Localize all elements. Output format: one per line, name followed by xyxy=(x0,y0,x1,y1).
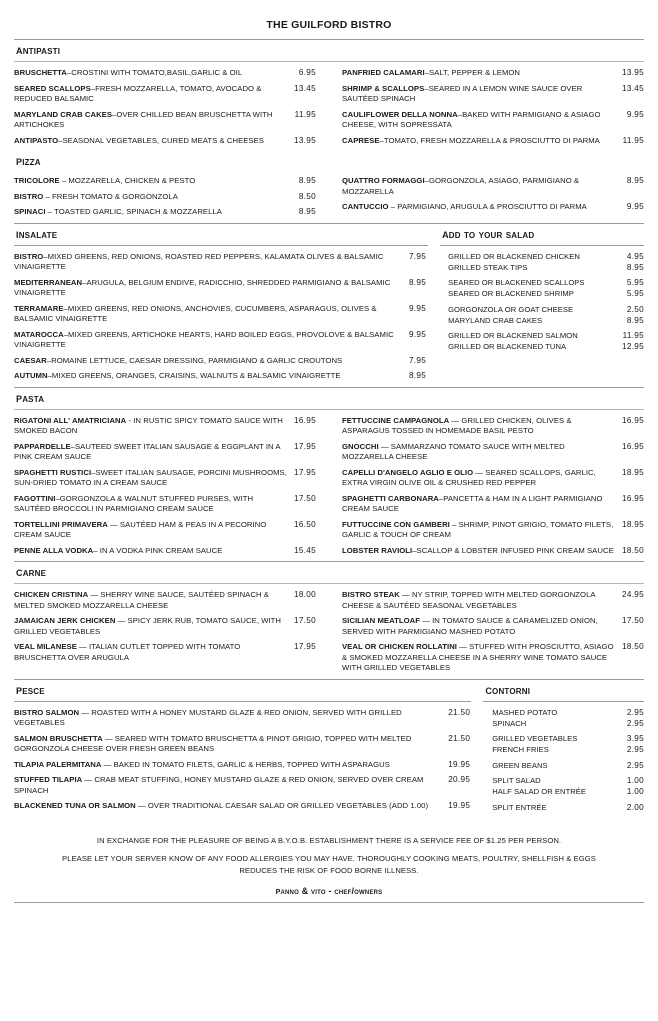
menu-item-name: STUFFED TILAPIA xyxy=(14,775,83,784)
menu-item-price: 9.95 xyxy=(626,202,644,211)
menu-item-detail: –SAUTEED SWEET ITALIAN SAUSAGE & EGGPLANT IN A PINK CREAM SAUCE xyxy=(14,441,281,461)
menu-item-description xyxy=(14,304,409,325)
menu-item-name: CANTUCCIO xyxy=(342,202,389,211)
addon-item-name: MARYLAND CRAB CAKES xyxy=(448,315,543,325)
menu-item-price: 8.95 xyxy=(408,277,427,287)
menu-item xyxy=(14,494,316,515)
addon-item-name: GRILLED OR BLACKENED SALMON xyxy=(448,331,578,340)
menu-item-name: PAPPARDELLE xyxy=(14,441,71,451)
menu-item-price: 16.95 xyxy=(622,493,644,503)
menu-item-price: 13.95 xyxy=(294,135,316,145)
menu-item-description xyxy=(14,136,294,147)
addon-item-price: 2.95 xyxy=(626,760,644,770)
menu-item-detail: — SHERRY WINE SAUCE, SAUTÉED SPINACH & MELTED SMOKED MOZZARELLA CHEESE xyxy=(14,590,269,610)
addon-item-price: 2.00 xyxy=(626,802,644,812)
menu-item-name: BISTRO xyxy=(14,251,44,261)
menu-item-name: MATAROCCA xyxy=(14,329,64,339)
addon-item-name: GREEN BEANS xyxy=(492,760,548,770)
addon-item-price: 1.00 xyxy=(626,787,644,796)
menu-item-detail: –SEASONAL VEGETABLES, CURED MEATS & CHEESES xyxy=(58,135,264,145)
menu-item-detail: — STUFFED WITH PROSCIUTTO, ASIAGO & SMOKED MOZZARELLA CHEESE IN A SHERRY WINE TOMATO SAUCE WITH GRILLED VEGETABLES xyxy=(342,642,614,672)
addon-item-price: 2.95 xyxy=(626,707,644,717)
section-pesce xyxy=(14,708,644,817)
menu-item-name: BLACKENED TUNA OR SALMON xyxy=(14,801,136,810)
addon-item-name: SPINACH xyxy=(492,718,527,728)
addon-item-price: 2.95 xyxy=(626,745,644,754)
addon-item-price: 12.95 xyxy=(621,342,644,351)
menu-item-price: 8.95 xyxy=(408,371,427,380)
menu-item-name: VEAL MILANESE xyxy=(14,642,77,651)
menu-item-price: 16.50 xyxy=(294,519,316,529)
addon-item-price: 5.95 xyxy=(626,289,644,298)
addon-item-price: 3.95 xyxy=(626,734,644,743)
menu-item-detail: — SEARED WITH TOMATO BRUSCHETTA & PINOT GRIGIO, TOPPED WITH MELTED GORGONZOLA CHEESE OVER FRESH GREEN BEANS xyxy=(14,733,412,753)
menu-item xyxy=(342,468,644,489)
menu-item xyxy=(342,494,644,515)
insalate-headers xyxy=(14,224,644,245)
menu-item-price: 18.95 xyxy=(622,467,644,477)
menu-item-name: CAPELLI D'ANGELO AGLIO E OLIO xyxy=(342,467,474,477)
menu-item-description xyxy=(342,616,622,637)
addon-item xyxy=(492,745,644,756)
menu-item-detail: — ROASTED WITH A HONEY MUSTARD GLAZE & RED ONION, SERVED WITH GRILLED VEGETABLES xyxy=(14,707,402,727)
menu-item xyxy=(14,84,316,105)
menu-item-description xyxy=(14,616,294,637)
menu-item-name: CAPRESE xyxy=(342,135,380,145)
menu-item-description xyxy=(14,775,448,796)
addon-item xyxy=(448,289,644,300)
menu-item-price: 8.50 xyxy=(298,191,316,201)
menu-item xyxy=(14,616,316,637)
menu-item-name: BISTRO SALMON xyxy=(14,707,80,717)
menu-item-detail: –OVER CHILLED BEAN BRUSCHETTA WITH ARTICHOKES xyxy=(14,109,273,129)
menu-item-detail: –GORGONZOLA, ASIAGO, PARMIGIANO & MOZZARELLA xyxy=(342,176,580,196)
menu-item-detail: –TOMATO, FRESH MOZZARELLA & PROSCIUTTO DI PARMA xyxy=(379,135,600,145)
menu-item-price: 16.95 xyxy=(294,415,316,425)
menu-item xyxy=(14,416,316,437)
section-header-pasta: pasta xyxy=(16,389,45,405)
menu-item xyxy=(342,202,644,213)
menu-item-description xyxy=(14,192,299,203)
menu-item-detail: –CROSTINI WITH TOMATO,BASIL,GARLIC & OIL xyxy=(66,68,243,77)
menu-item-name: SALMON BRUSCHETTA xyxy=(14,733,103,743)
menu-item-name: TRICOLORE xyxy=(14,176,60,185)
menu-item-detail: — SAUTÉED HAM & PEAS IN A PECORINO CREAM SAUCE xyxy=(14,519,267,539)
section-header-pesce: pesce xyxy=(16,681,45,697)
menu-item xyxy=(14,68,316,79)
menu-item-detail: — SAMMARZANO TOMATO SAUCE WITH MELTED MOZZARELLA CHEESE xyxy=(342,441,565,461)
addon-item xyxy=(448,263,644,274)
pesce-headers xyxy=(14,680,644,701)
menu-item-detail: –SCALLOP & LOBSTER INFUSED PINK CREAM SAUCE xyxy=(412,545,614,555)
menu-item-description xyxy=(14,356,409,367)
menu-item-detail: — CRAB MEAT STUFFING, HONEY MUSTARD GLAZE & RED ONION, SERVED OVER CREAM SPINACH xyxy=(14,775,424,795)
menu-item xyxy=(14,207,316,218)
menu-item-detail: — SEARED SCALLOPS, GARLIC, EXTRA VIRGIN OLIVE OIL & CRUSHED RED PEPPER xyxy=(342,467,596,487)
menu-item-description xyxy=(14,801,448,812)
addon-item-price: 8.95 xyxy=(626,315,644,325)
menu-item-price: 9.95 xyxy=(408,329,427,339)
menu-item xyxy=(342,416,644,437)
footer-allergy-note-line1: PLEASE LET YOUR SERVER KNOW OF ANY FOOD ALLERGIES YOU MAY HAVE. THOROUGHLY COOKING MEATS, POULTRY, SHELLFISH & EGGS xyxy=(62,853,596,863)
menu-item-description xyxy=(14,207,299,218)
menu-item xyxy=(14,110,316,131)
addon-item-name: FRENCH FRIES xyxy=(492,745,549,754)
menu-item-name: VEAL OR CHICKEN ROLLATINI xyxy=(342,642,457,651)
menu-item xyxy=(14,136,316,147)
section-pizza xyxy=(14,176,644,223)
menu-item xyxy=(14,304,426,325)
menu-item xyxy=(14,708,470,729)
addon-item-name: SEARED OR BLACKENED SHRIMP xyxy=(448,289,574,298)
section-pasta xyxy=(14,416,644,562)
menu-item xyxy=(14,356,426,367)
menu-item xyxy=(342,110,644,131)
menu-item-price: 17.50 xyxy=(294,616,316,625)
pizza-left-column xyxy=(14,176,329,223)
menu-item-name: MEDITERRANEAN xyxy=(14,277,83,287)
menu-item-name: PENNE ALLA VODKA xyxy=(14,545,94,555)
menu-item xyxy=(14,775,470,796)
menu-item-price: 9.95 xyxy=(626,109,644,119)
divider-bottom xyxy=(14,902,644,903)
menu-item-description xyxy=(14,734,448,755)
menu-item-detail: –SALT, PEPPER & LEMON xyxy=(424,68,521,77)
addon-item-name: HALF SALAD OR ENTRÉE xyxy=(492,787,587,796)
menu-item-description xyxy=(342,68,622,79)
menu-item-price: 18.95 xyxy=(622,519,644,529)
menu-item xyxy=(14,546,316,557)
menu-item xyxy=(14,760,470,771)
menu-item xyxy=(14,330,426,351)
menu-item xyxy=(342,68,644,79)
addon-item-price: 4.95 xyxy=(626,251,644,261)
addon-item xyxy=(448,305,644,316)
menu-item-name: SICILIAN MEATLOAF xyxy=(342,616,421,625)
section-header-carne: carne xyxy=(16,564,47,579)
menu-item-detail: –SEARED IN A LEMON WINE SAUCE OVER SAUTÉED SPINACH xyxy=(342,83,583,103)
addon-item-name: GRILLED VEGETABLES xyxy=(492,734,578,743)
salad-addons-column xyxy=(436,252,644,358)
menu-item-detail: – MOZZARELLA, CHICKEN & PESTO xyxy=(59,176,196,185)
menu-item-price: 17.95 xyxy=(294,441,316,451)
pesce-items-column xyxy=(14,708,480,817)
addon-item xyxy=(448,342,644,353)
menu-item-detail: – IN A VODKA PINK CREAM SAUCE xyxy=(93,545,223,555)
menu-item xyxy=(14,734,470,755)
menu-item-description xyxy=(14,84,294,105)
menu-item-name: SPAGHETTI RUSTICI xyxy=(14,467,92,477)
menu-item-detail: –MIXED GREENS, RED ONIONS, ANCHOVIES, CUCUMBERS, ASPARAGUS, OLIVES & BALSAMIC VINAIGRETTE xyxy=(14,303,377,323)
menu-item-name: LOBSTER RAVIOLI xyxy=(342,545,413,555)
menu-item xyxy=(14,801,470,812)
menu-item-name: BRUSCHETTA xyxy=(14,68,67,77)
menu-item xyxy=(14,590,316,611)
menu-item-name: SPINACI xyxy=(14,207,46,216)
menu-item-price: 13.45 xyxy=(294,83,316,93)
menu-item xyxy=(14,520,316,541)
pasta-right-column xyxy=(329,416,644,562)
chef-owners-signature: panno & vito - chef/owners xyxy=(275,884,383,897)
addon-item-name: SPLIT SALAD xyxy=(492,776,541,785)
menu-item-detail: –SWEET ITALIAN SAUSAGE, PORCINI MUSHROOMS, SUN-DRIED TOMATO IN A CREAM SAUCE xyxy=(14,467,287,487)
menu-item-description xyxy=(342,468,622,489)
menu-item-name: SEARED SCALLOPS xyxy=(14,83,91,93)
menu-item-price: 17.50 xyxy=(622,616,644,625)
menu-item-price: 17.50 xyxy=(294,493,316,503)
menu-item xyxy=(14,442,316,463)
menu-item-name: MARYLAND CRAB CAKES xyxy=(14,109,113,119)
menu-item xyxy=(14,278,426,299)
menu-item-detail: – TOASTED GARLIC, SPINACH & MOZZARELLA xyxy=(45,207,222,216)
menu-item-name: SHRIMP & SCALLOPS xyxy=(342,83,425,93)
menu-item-detail: - IN RUSTIC SPICY TOMATO SAUCE WITH SMOKED BACON xyxy=(14,415,283,435)
menu-item-description xyxy=(342,176,627,197)
menu-item-price: 13.45 xyxy=(622,83,644,93)
section-header-pizza: pizza xyxy=(16,153,41,168)
addon-item-price: 8.95 xyxy=(626,262,644,272)
menu-item-detail: — IN TOMATO SAUCE & CARAMELIZED ONION, SERVED WITH PARMIGIANO MASHED POTATO xyxy=(342,616,598,636)
addon-item-name: MASHED POTATO xyxy=(492,707,558,717)
section-header-antipasti: antipasti xyxy=(16,42,61,57)
menu-item-name: BISTRO STEAK xyxy=(342,590,400,599)
menu-item-name: JAMAICAN JERK CHICKEN xyxy=(14,616,116,625)
menu-item-name: CAULIFLOWER DELLA NONNA xyxy=(342,109,458,119)
menu-item-description xyxy=(14,252,409,273)
section-antipasti xyxy=(14,68,644,151)
menu-item-name: PANFRIED CALAMARI xyxy=(342,68,425,77)
menu-item-detail: — ITALIAN CUTLET TOPPED WITH TOMATO BRUSCHETTA OVER ARUGULA xyxy=(14,642,241,662)
footer-notes xyxy=(14,817,644,877)
menu-item-price: 17.95 xyxy=(294,642,316,651)
menu-item-description xyxy=(14,494,294,515)
menu-item-name: GNOCCHI xyxy=(342,441,379,451)
menu-item-description xyxy=(14,468,294,489)
addon-item xyxy=(492,734,644,745)
menu-item-detail: –MIXED GREENS, ARTICHOKE HEARTS, HARD BOILED EGGS, PROVOLOVE & BALSAMIC VINAIGRETTE xyxy=(14,329,394,349)
menu-item-detail: — NY STRIP, TOPPED WITH MELTED GORGONZOLA CHEESE & SAUTÉED SEASONAL VEGETABLES xyxy=(342,590,596,610)
menu-item-description xyxy=(14,590,294,611)
menu-item-detail: –ROMAINE LETTUCE, CAESAR DRESSING, PARMIGIANO & GARLIC CROUTONS xyxy=(46,355,343,365)
menu-item-name: RIGATONI ALL' AMATRICIANA xyxy=(14,415,127,425)
menu-item-description xyxy=(342,84,622,105)
menu-item xyxy=(342,136,644,147)
antipasti-left-column xyxy=(14,68,329,151)
menu-item-price: 11.95 xyxy=(622,135,644,145)
menu-item-detail: –MIXED GREENS, RED ONIONS, ROASTED RED PEPPERS, KALAMATA OLIVES & BALSAMIC VINAIGRETTE xyxy=(14,251,384,271)
menu-item-name: BISTRO xyxy=(14,191,44,201)
addon-item xyxy=(492,776,644,787)
menu-item-description xyxy=(342,136,623,147)
menu-item xyxy=(14,468,316,489)
menu-item-name: SPAGHETTI CARBONARA xyxy=(342,493,439,503)
section-header-insalate: insalate xyxy=(16,225,58,241)
menu-item-description xyxy=(14,110,295,131)
addon-item-price: 1.00 xyxy=(626,776,644,785)
insalate-items-column xyxy=(14,252,436,387)
menu-item-name: AUTUMN xyxy=(14,371,48,380)
menu-item-detail: – SHRIMP, PINOT GRIGIO, TOMATO FILETS, GARLIC & TOUCH OF CREAM xyxy=(342,519,614,539)
addon-item-price: 11.95 xyxy=(622,331,644,340)
section-header-contorni: contorni xyxy=(485,681,531,697)
menu-item-description xyxy=(14,278,409,299)
menu-item-description xyxy=(14,520,294,541)
menu-item xyxy=(342,520,644,541)
menu-item-name: FETTUCCINE CAMPAGNOLA xyxy=(342,415,450,425)
addon-item xyxy=(492,708,644,719)
pizza-right-column xyxy=(329,176,644,218)
menu-item-name: FUTTUCCINE CON GAMBERI xyxy=(342,519,450,529)
addon-item xyxy=(492,761,644,772)
menu-item-price: 11.95 xyxy=(294,109,316,119)
menu-item-description xyxy=(342,546,622,557)
menu-item xyxy=(342,84,644,105)
addon-item xyxy=(448,278,644,289)
menu-item xyxy=(342,176,644,197)
menu-item-description xyxy=(14,68,299,79)
menu-item-detail: — BAKED IN TOMATO FILETS, GARLIC & HERBS, TOPPED WITH ASPARAGUS xyxy=(101,759,390,769)
menu-item-description xyxy=(14,642,294,663)
menu-item xyxy=(14,642,316,663)
menu-item-detail: –GORGONZOLA & WALNUT STUFFED PURSES, WITH SAUTÉED BROCCOLI IN PARMIGIANO CREAM SAUCE xyxy=(14,493,254,513)
addon-item-name: SPLIT ENTRÉE xyxy=(492,802,547,812)
menu-item-description xyxy=(342,416,622,437)
footer-allergy-note-line2: REDUCES THE RISK OF FOOD BORNE ILLNESS. xyxy=(239,865,419,875)
menu-item-description xyxy=(14,546,294,557)
addon-item xyxy=(448,316,644,327)
menu-item-detail: –ARUGULA, BELGIUM ENDIVE, RADICCHIO, SHREDDED PARMIGIANO & BALSAMIC VINAIGRETTE xyxy=(14,277,391,297)
footer-byob-note: IN EXCHANGE FOR THE PLEASURE OF BEING A B.Y.O.B. ESTABLISHMENT THERE IS A SERVICE FEE OF $1.25 PER PERSON. xyxy=(96,835,562,845)
addon-item-price: 2.95 xyxy=(626,718,644,728)
menu-item-price: 6.95 xyxy=(298,68,316,77)
menu-item-name: CHICKEN CRISTINA xyxy=(14,590,89,599)
menu-item-description xyxy=(342,520,622,541)
page-title: THE GUILFORD BISTRO xyxy=(266,19,392,31)
menu-item-description xyxy=(342,202,627,213)
addon-item-name: SEARED OR BLACKENED SCALLOPS xyxy=(448,278,585,287)
menu-item-detail: –MIXED GREENS, ORANGES, CRAISINS, WALNUTS & BALSAMIC VINAIGRETTE xyxy=(47,371,341,380)
menu-item-detail: – FRESH TOMATO & GORGONZOLA xyxy=(43,191,178,201)
menu-item-description xyxy=(342,642,622,674)
section-header-add-to-salad: add to your salad xyxy=(442,225,535,241)
menu-item-price: 21.50 xyxy=(448,733,471,743)
menu-item xyxy=(342,590,644,611)
menu-item-description xyxy=(342,442,622,463)
menu-item-price: 18.50 xyxy=(622,642,644,651)
menu-item-name: TERRAMARE xyxy=(14,303,64,313)
divider-pesce-row xyxy=(14,701,644,702)
menu-item-name: TORTELLINI PRIMAVERA xyxy=(14,519,108,529)
menu-item-description xyxy=(14,416,294,437)
addon-item xyxy=(492,803,644,814)
menu-item-price: 20.95 xyxy=(448,775,471,784)
addon-item xyxy=(492,787,644,798)
menu-item-price: 9.95 xyxy=(408,303,427,313)
menu-item-name: TILAPIA PALERMITANA xyxy=(14,759,102,769)
menu-item-name: FAGOTTINI xyxy=(14,493,56,503)
menu-item-detail: — GRILLED CHICKEN, OLIVES & ASPARAGUS TOSSED IN HOMEMADE BASIL PESTO xyxy=(342,415,572,435)
addon-item-price: 2.50 xyxy=(626,304,644,314)
menu-item xyxy=(14,252,426,273)
menu-item-price: 16.95 xyxy=(622,441,644,451)
menu-item-detail: – PARMIGIANO, ARUGULA & PROSCIUTTO DI PARMA xyxy=(388,202,587,211)
menu-item-name: CAESAR xyxy=(14,355,47,365)
addon-item xyxy=(448,331,644,342)
menu-item-description xyxy=(342,590,622,611)
menu-item-price: 17.95 xyxy=(294,467,316,477)
menu-item-description xyxy=(14,371,409,382)
menu-item-name: QUATTRO FORMAGGI xyxy=(342,176,425,185)
menu-item-description xyxy=(342,494,622,515)
menu-item-price: 15.45 xyxy=(294,545,316,555)
menu-item-description xyxy=(14,442,294,463)
addon-item-price: 5.95 xyxy=(626,278,644,287)
menu-item-price: 24.95 xyxy=(622,590,644,599)
addon-item-name: GRILLED STEAK TIPS xyxy=(448,262,528,272)
menu-item xyxy=(342,442,644,463)
divider-insalate-row xyxy=(14,245,644,246)
menu-item-detail: — SPICY JERK RUB, TOMATO SAUCE, WITH GRILLED VEGETABLES xyxy=(14,616,282,636)
section-insalate xyxy=(14,252,644,387)
menu-item xyxy=(342,616,644,637)
menu-item-description xyxy=(14,760,448,771)
addon-item xyxy=(492,719,644,730)
menu-item-description xyxy=(14,708,448,729)
menu-item-price: 21.50 xyxy=(448,707,471,717)
contorni-column xyxy=(480,708,644,814)
menu-item-description xyxy=(14,176,299,187)
menu-item-price: 13.95 xyxy=(622,68,644,77)
menu-item-price: 8.95 xyxy=(298,176,316,185)
carne-left-column xyxy=(14,590,329,668)
menu-item-price: 18.50 xyxy=(622,545,644,555)
addon-item xyxy=(448,252,644,263)
antipasti-right-column xyxy=(329,68,644,151)
menu-item-detail: –BAKED WITH PARMIGIANO & ASIAGO CHEESE, WITH SOPRESSATA xyxy=(342,109,601,129)
menu-item-detail: –PANCETTA & HAM IN A LIGHT PARMIGIANO CREAM SAUCE xyxy=(342,493,603,513)
menu-item-price: 7.95 xyxy=(408,355,427,365)
menu-item-price: 8.95 xyxy=(626,176,644,185)
menu-item-price: 19.95 xyxy=(448,801,471,810)
menu-item xyxy=(14,192,316,203)
menu-item-detail: — OVER TRADITIONAL CAESAR SALAD OR GRILLED VEGETABLES (ADD 1.00) xyxy=(135,801,429,810)
menu-item-name: ANTIPASTO xyxy=(14,135,59,145)
menu-item-price: 7.95 xyxy=(408,251,427,261)
menu-item-description xyxy=(342,110,627,131)
menu-item-price: 16.95 xyxy=(622,415,644,425)
menu-item xyxy=(14,176,316,187)
carne-right-column xyxy=(329,590,644,679)
addon-item-name: GRILLED OR BLACKENED CHICKEN xyxy=(448,251,580,261)
addon-item-name: GORGONZOLA OR GOAT CHEESE xyxy=(448,304,574,314)
menu-item-price: 18.00 xyxy=(294,590,316,599)
addon-item-name: GRILLED OR BLACKENED TUNA xyxy=(448,342,567,351)
menu-item-price: 8.95 xyxy=(298,207,316,216)
section-carne xyxy=(14,590,644,679)
pasta-left-column xyxy=(14,416,329,562)
menu-item xyxy=(14,371,426,382)
menu-item-detail: –FRESH MOZZARELLA, TOMATO, AVOCADO & REDUCED BALSAMIC xyxy=(14,83,262,103)
menu-item-price: 19.95 xyxy=(448,759,471,769)
menu-item-description xyxy=(14,330,409,351)
menu-item xyxy=(342,546,644,557)
menu-item xyxy=(342,642,644,674)
